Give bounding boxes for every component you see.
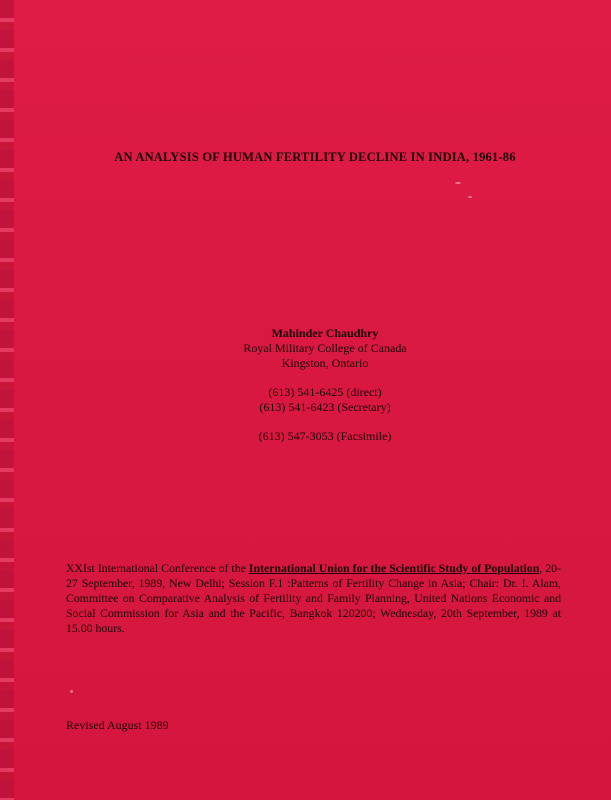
spacer <box>180 415 470 429</box>
conference-lead: XXIst International Conference of the <box>66 561 249 575</box>
author-affiliation: Royal Military College of Canada <box>243 341 407 355</box>
phone-direct: (613) 541-6425 (direct) <box>268 385 382 399</box>
report-title: AN ANALYSIS OF HUMAN FERTILITY DECLINE IN INDIA, 1961-86 <box>114 150 516 164</box>
spiral-binding <box>0 0 14 800</box>
revision-date: Revised August 1989 <box>66 718 169 732</box>
conference-organization: International Union for the Scientific Study of Population <box>248 561 540 575</box>
phone-secretary: (613) 541-6423 (Secretary) <box>259 400 391 414</box>
paper-speck <box>70 690 73 693</box>
fax-number: (613) 547-3053 (Facsimile) <box>258 429 392 443</box>
paper-speck <box>468 196 472 198</box>
author-name: Mahinder Chaudhry <box>271 326 379 340</box>
conference-details: , 20-27 September, 1989, New Delhi; Session F.1 :Patterns of Fertility Change in Asia; Chair: Dr. I. Alam, Committee on Comparative Analysis of Fertility and Family Planning, United Nations Economic and Social Commission for Asia and the Pacific, Bangkok 120200; Wednesday, 20th September, 1989 at 15.00 hours. <box>66 561 561 635</box>
author-location: Kingston, Ontario <box>281 356 369 370</box>
conference-note <box>66 561 561 636</box>
author-block <box>180 326 470 444</box>
paper-speck <box>455 182 461 184</box>
spacer <box>180 371 470 385</box>
